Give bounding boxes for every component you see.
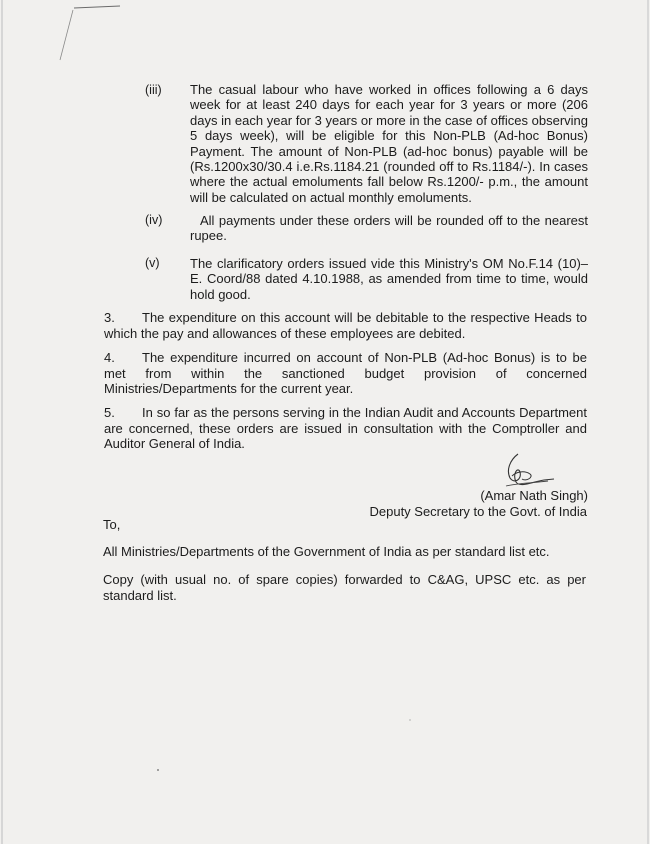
paragraph-3: [104, 310, 587, 341]
item-text-iii: The casual labour who have worked in offices following a 6 days week for at least 240 days for each year for 3 years or more (206 days in each year for 3 years or more in the case of offices observing 5 days week), will be eligible for this Non-PLB (Ad-hoc Bonus) Payment. The amount of Non-PLB (ad-hoc bonus) payable will be (Rs.1200x30/30.4 i.e.Rs.1184.21 (rounded off to Rs.1184/-). In cases where the actual emoluments fall below Rs.1200/- p.m., the amount will be calculated on actual monthly emoluments.: [190, 82, 588, 205]
item-number-iv: (iv): [145, 213, 163, 227]
signature-mark: [496, 452, 556, 492]
paragraph-5: [104, 405, 587, 452]
paragraph-4-text: The expenditure incurred on account of Non-PLB (Ad-hoc Bonus) is to be met from within the sanctioned budget provision of concerned Ministries/Departments for the current year.: [104, 350, 587, 396]
item-number-v: (v): [145, 256, 160, 270]
paragraph-5-text: In so far as the persons serving in the Indian Audit and Accounts Department are concerned, these orders are issued in consultation with the Comptroller and Auditor General of India.: [104, 405, 587, 451]
to-label: To,: [103, 517, 121, 532]
item-text-v: The clarificatory orders issued vide this Ministry's OM No.F.14 (10)–E. Coord/88 dated 4.10.1988, as amended from time to time, would hold good.: [190, 256, 588, 302]
paragraph-5-number: 5.: [104, 405, 115, 420]
copy-note: Copy (with usual no. of spare copies) forwarded to C&AG, UPSC etc. as per standard list.: [103, 572, 586, 603]
signatory-name: (Amar Nath Singh): [480, 488, 588, 503]
paragraph-3-number: 3.: [104, 310, 115, 325]
signatory-designation: Deputy Secretary to the Govt. of India: [369, 504, 587, 519]
paragraph-4: [104, 350, 587, 397]
paragraph-4-number: 4.: [104, 350, 115, 365]
item-number-iii: (iii): [145, 83, 162, 97]
item-text-iv: All payments under these orders will be rounded off to the nearest rupee.: [190, 213, 588, 244]
recipients: All Ministries/Departments of the Government of India as per standard list etc.: [103, 544, 550, 559]
paragraph-3-text: The expenditure on this account will be debitable to the respective Heads to which the pay and allowances of these employees are debited.: [104, 310, 587, 341]
